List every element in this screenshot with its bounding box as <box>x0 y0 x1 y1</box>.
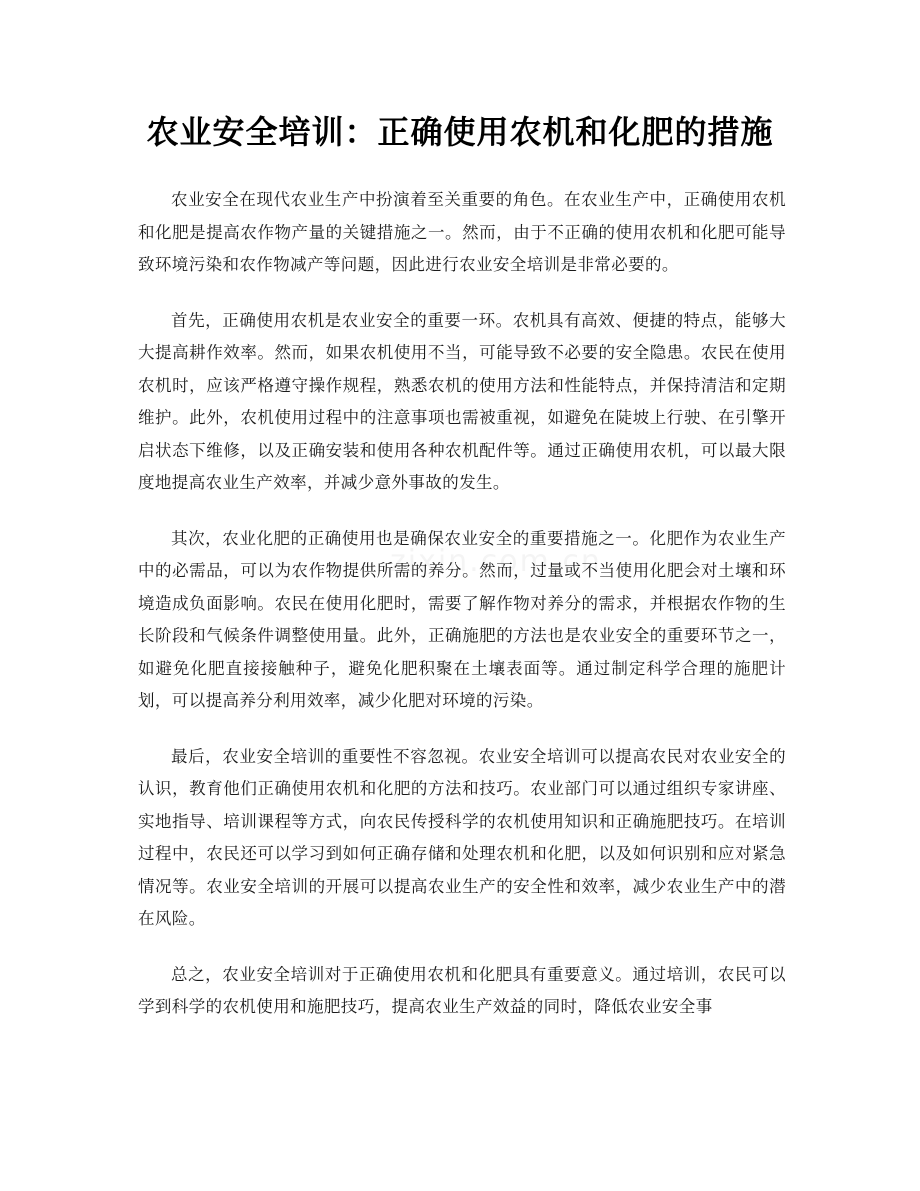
paragraph-intro: 农业安全在现代农业生产中扮演着至关重要的角色。在农业生产中，正确使用农机和化肥是提高农作物产量的关键措施之一。然而，由于不正确的使用农机和化肥可能导致环境污染和农作物减产等问题，因此进行农业安全培训是非常必要的。 <box>138 190 786 274</box>
paragraph-training: 最后，农业安全培训的重要性不容忽视。农业安全培训可以提高农民对农业安全的认识，教育他们正确使用农机和化肥的方法和技巧。农业部门可以通过组织专家讲座、实地指导、培训课程等方式，向农民传授科学的农机使用知识和正确施肥技巧。在培训过程中，农民还可以学习到如何正确存储和处理农机和化肥，以及如何识别和应对紧急情况等。农业安全培训的开展可以提高农业生产的安全性和效率，减少农业生产中的潜在风险。 <box>138 746 786 928</box>
document-body <box>138 184 786 1047</box>
paragraph-conclusion: 总之，农业安全培训对于正确使用农机和化肥具有重要意义。通过培训，农民可以学到科学的农机使用和施肥技巧，提高农业生产效益的同时，降低农业安全事 <box>138 964 786 1016</box>
paragraph-machinery: 首先，正确使用农机是农业安全的重要一环。农机具有高效、便捷的特点，能够大大提高耕作效率。然而，如果农机使用不当，可能导致不必要的安全隐患。农民在使用农机时，应该严格遵守操作规程，熟悉农机的使用方法和性能特点，并保持清洁和定期维护。此外，农机使用过程中的注意事项也需被重视，如避免在陡坡上行驶、在引擎开启状态下维修，以及正确安装和使用各种农机配件等。通过正确使用农机，可以最大限度地提高农业生产效率，并减少意外事故的发生。 <box>138 310 786 492</box>
document-title: 农业安全培训：正确使用农机和化肥的措施 <box>146 113 774 151</box>
paragraph-fertilizer: 其次，农业化肥的正确使用也是确保农业安全的重要措施之一。化肥作为农业生产中的必需品，可以为农作物提供所需的养分。然而，过量或不当使用化肥会对土壤和环境造成负面影响。农民在使用化肥时，需要了解作物对养分的需求，并根据农作物的生长阶段和气候条件调整使用量。此外，正确施肥的方法也是农业安全的重要环节之一，如避免化肥直接接触种子，避免化肥积聚在土壤表面等。通过制定科学合理的施肥计划，可以提高养分利用效率，减少化肥对环境的污染。 <box>138 528 786 710</box>
